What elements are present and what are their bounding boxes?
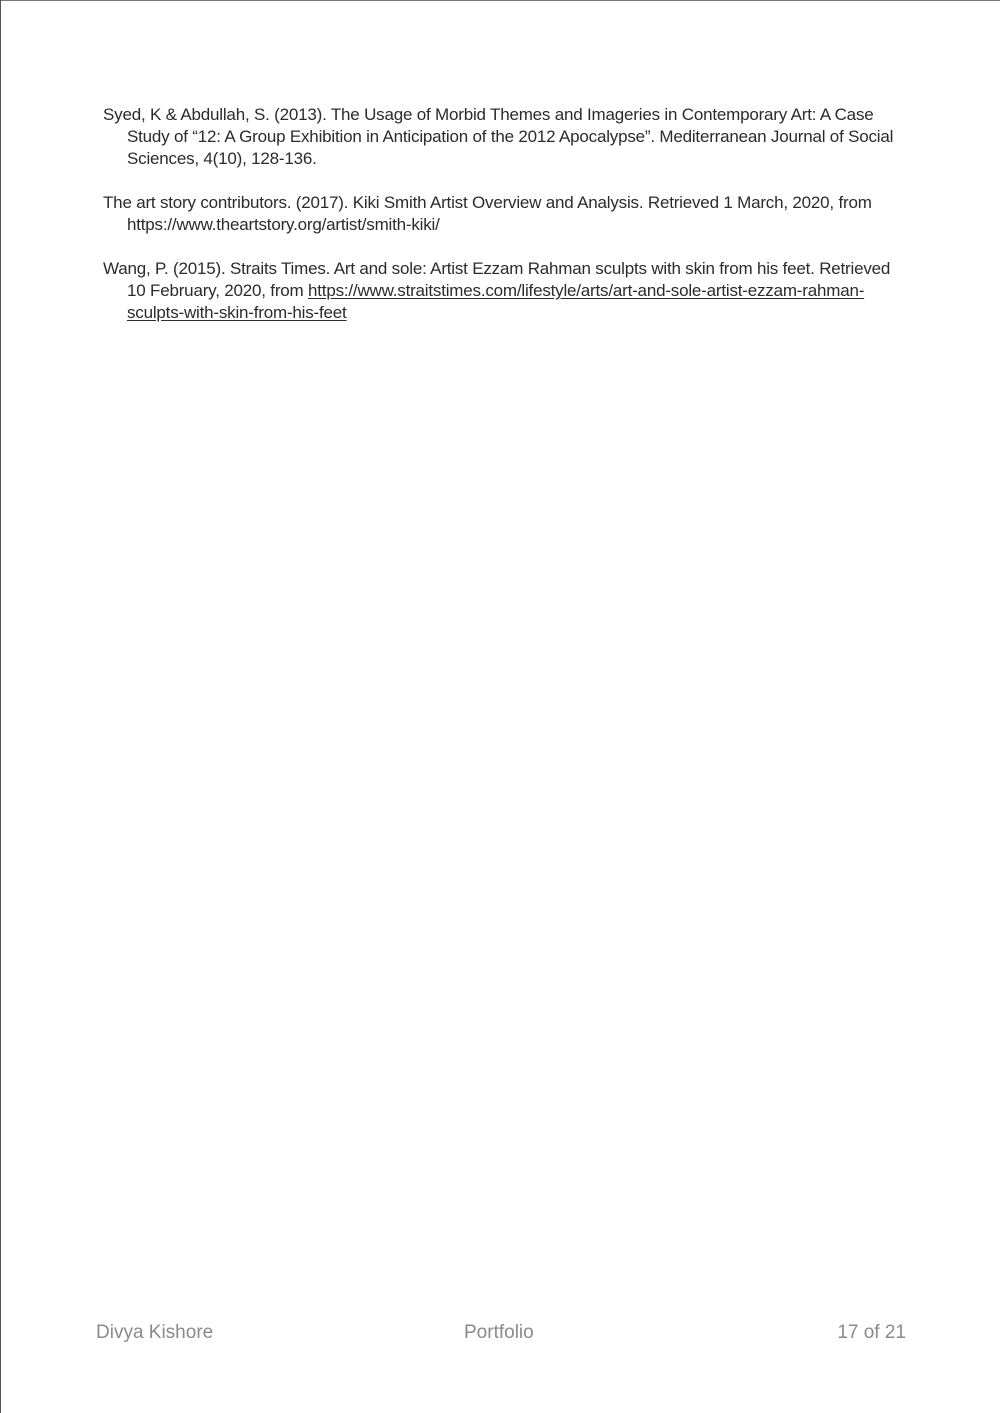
reference-text: Wang, P. (2015). Straits Times. Art and sole: Artist Ezzam Rahman sculpts with skin from his feet. Retrieved 10 February, 2020, from (103, 259, 891, 300)
footer-author: Divya Kishore (96, 1322, 214, 1343)
page-left-border (0, 0, 1, 1413)
footer-page-number: 17 of 21 (837, 1322, 906, 1343)
reference-entry (103, 258, 903, 324)
reference-list (103, 104, 903, 346)
page-footer (96, 1322, 906, 1346)
reference-entry (103, 104, 903, 170)
footer-title: Portfolio (464, 1322, 534, 1343)
reference-text: Syed, K & Abdullah, S. (2013). The Usage of Morbid Themes and Imageries in Contemporary Art: A Case Study of “12: A Group Exhibition in Anticipation of the 2012 Apocalypse”. Mediterranean Journal of Social Sciences, 4(10), 128-136. (103, 105, 894, 168)
reference-entry (103, 192, 903, 236)
page-top-border (0, 0, 1000, 1)
reference-link[interactable]: https://www.straitstimes.com/lifestyle/arts/art-and-sole-artist-ezzam-rahman-sculpts-with-skin-from-his-feet (127, 281, 865, 322)
reference-text: The art story contributors. (2017). Kiki Smith Artist Overview and Analysis. Retrieved 1 March, 2020, from https://www.theartstory.org/artist/smith-kiki/ (103, 193, 872, 234)
